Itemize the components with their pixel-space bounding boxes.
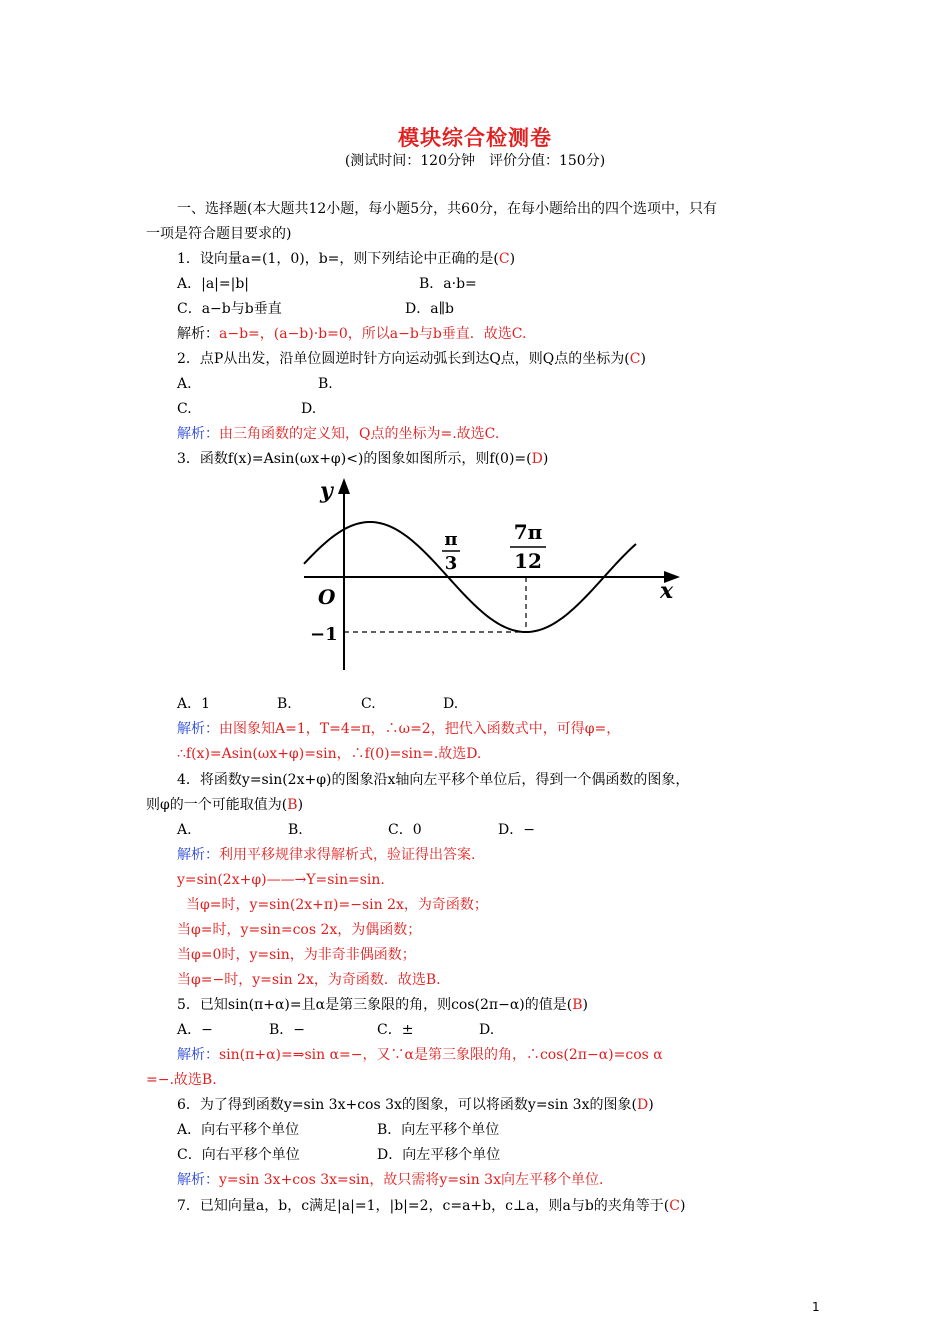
- q1-answer: C: [498, 251, 510, 267]
- q6-option-c: C．向右平移个单位: [177, 1147, 300, 1163]
- q2-option-a: A.: [177, 376, 192, 392]
- q4-solution-line6: 当φ=−时，y=sin 2x，为奇函数．故选B.: [177, 972, 441, 988]
- q4-solution-line3: 当φ=时，y=sin(2x+π)=−sin 2x，为奇函数；: [186, 897, 488, 913]
- q5-option-a: A．−: [177, 1022, 213, 1038]
- q1-option-b: B．a·b=: [419, 276, 477, 292]
- q5-option-c: C．±: [377, 1022, 414, 1038]
- q5-solution-line1: 解析：sin(π+α)=⇒sin α=−，又∵α是第三象限的角，∴cos(2π−α)=cos α: [177, 1047, 663, 1063]
- q4-solution-line4: 当φ=时，y=sin=cos 2x，为偶函数；: [177, 922, 422, 938]
- q3-option-b: B.: [277, 696, 292, 712]
- q5-answer: B: [572, 997, 583, 1013]
- q6-option-a: A．向右平移个单位: [177, 1122, 300, 1138]
- q1-option-a: A．|a|=|b|: [177, 276, 250, 292]
- q6-option-b: B．向左平移个单位: [377, 1122, 500, 1138]
- page-subtitle: (测试时间：120分钟 评价分值：150分): [344, 153, 606, 169]
- q3-solution-line1: 解析：由图象知A=1，T=4=π，∴ω=2，把代入函数式中，可得φ=，: [177, 721, 621, 737]
- origin-label: O: [318, 585, 336, 609]
- q3-solution-line2: ∴f(x)=Asin(ωx+φ)=sin，∴f(0)=sin=.故选D.: [177, 746, 482, 762]
- q4-option-d: D．−: [498, 822, 535, 838]
- q5-option-b: B．−: [269, 1022, 306, 1038]
- q1-option-c: C．a−b与b垂直: [177, 301, 282, 317]
- q5-solution-line2: =−.故选B.: [146, 1072, 217, 1088]
- y-axis-label: y: [320, 478, 333, 504]
- sine-graph-figure: [298, 472, 688, 692]
- page-title: 模块综合检测卷: [398, 126, 552, 150]
- q2-option-b: B.: [318, 376, 333, 392]
- q3-answer: D: [531, 451, 543, 467]
- q2-stem: 2．点P从出发，沿单位圆逆时针方向运动弧长到达Q点，则Q点的坐标为(C): [177, 351, 646, 367]
- q7-stem: 7．已知向量a，b，c满足|a|=1，|b|=2，c=a+b，c⊥a，则a与b的夹角等于(C): [177, 1198, 686, 1214]
- q2-solution: 解析：由三角函数的定义知，Q点的坐标为=.故选C.: [177, 426, 500, 442]
- tick-7pi-12-denominator: 12: [514, 549, 542, 573]
- y-axis-arrow: [338, 478, 350, 494]
- q6-option-d: D．向左平移个单位: [377, 1147, 501, 1163]
- q4-solution-line1: 解析：利用平移规律求得解析式，验证得出答案.: [177, 847, 476, 863]
- q7-answer: C: [669, 1198, 680, 1214]
- tick-pi-3-denominator: 3: [444, 553, 458, 574]
- q3-option-a: A．1: [177, 696, 211, 712]
- q4-option-b: B.: [288, 822, 303, 838]
- q6-solution: 解析：y=sin 3x+cos 3x=sin，故只需将y=sin 3x向左平移个单位.: [177, 1172, 604, 1188]
- q1-solution: 解析：a−b=，(a−b)·b=0，所以a−b与b垂直．故选C.: [177, 326, 527, 342]
- q4-solution-line2: y=sin(2x+φ)——→Y=sin=sin.: [177, 872, 385, 888]
- q6-answer: D: [636, 1097, 649, 1113]
- page-number: 1: [812, 1300, 820, 1314]
- neg-one-label: −1: [310, 624, 338, 645]
- q2-option-c: C.: [177, 401, 192, 417]
- q1-stem: 1．设向量a=(1，0)，b=，则下列结论中正确的是(C): [177, 251, 516, 267]
- q3-stem: 3．函数f(x)=Asin(ωx+φ)<)的图象如图所示，则f(0)=(D): [177, 451, 549, 467]
- q4-stem-line2: 则φ的一个可能取值为(B): [146, 797, 304, 813]
- q1-option-d: D．a∥b: [405, 301, 454, 317]
- q3-option-d: D.: [443, 696, 459, 712]
- q4-option-a: A.: [177, 822, 192, 838]
- q4-solution-line5: 当φ=0时，y=sin，为非奇非偶函数；: [177, 947, 416, 963]
- q4-stem-line1: 4．将函数y=sin(2x+φ)的图象沿x轴向左平移个单位后，得到一个偶函数的图象，: [177, 772, 690, 788]
- tick-pi-3-numerator: π: [444, 529, 458, 550]
- section-heading-line2: 一项是符合题目要求的): [146, 226, 292, 242]
- q5-option-d: D.: [479, 1022, 495, 1038]
- q2-option-d: D.: [301, 401, 317, 417]
- tick-7pi-12-numerator: 7π: [513, 520, 543, 544]
- q5-stem: 5．已知sin(π+α)=且α是第三象限的角，则cos(2π−α)的值是(B): [177, 997, 588, 1013]
- q3-option-c: C.: [361, 696, 376, 712]
- q4-option-c: C．0: [388, 822, 422, 838]
- x-axis-label: x: [660, 578, 674, 604]
- q4-answer: B: [287, 797, 298, 813]
- q6-stem: 6．为了得到函数y=sin 3x+cos 3x的图象，可以将函数y=sin 3x的图象(D): [177, 1097, 654, 1113]
- section-heading-line1: 一、选择题(本大题共12小题，每小题5分，共60分，在每小题给出的四个选项中，只有: [177, 201, 717, 217]
- q2-answer: C: [629, 351, 641, 367]
